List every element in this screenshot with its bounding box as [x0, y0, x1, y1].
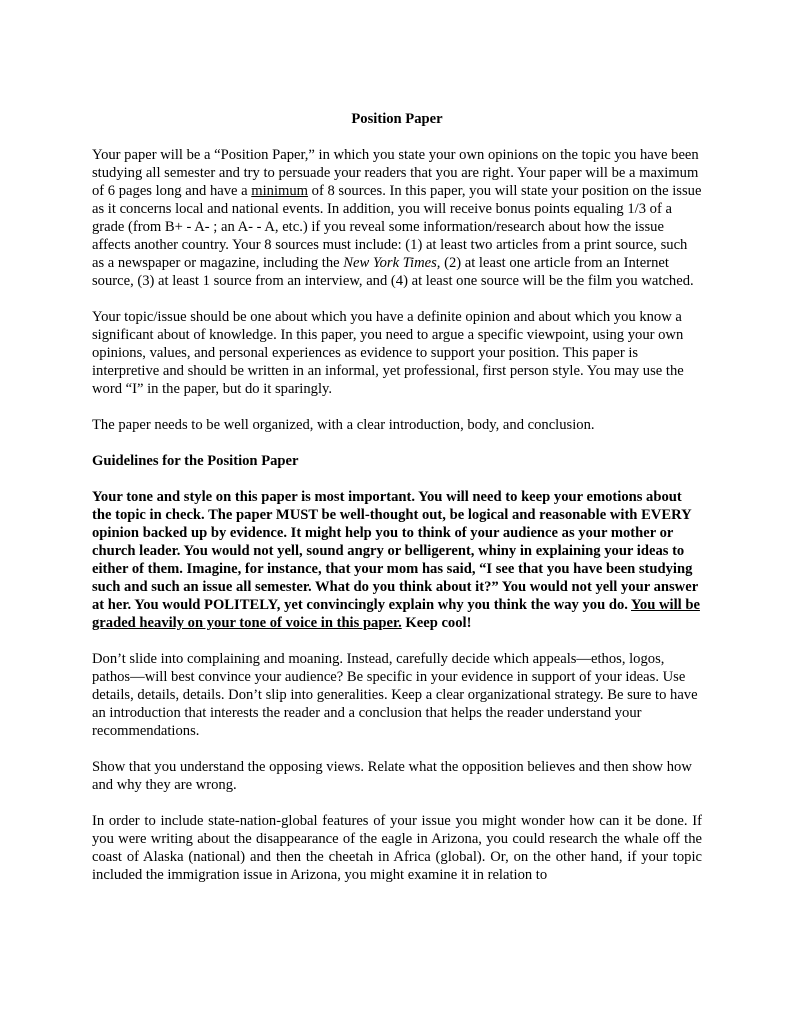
- topic-paragraph: Your topic/issue should be one about which you have a definite opinion and about which you know a significant about of knowledge. In this paper, you need to argue a specific viewpoint, using your own opinions, values, and personal experiences as evidence to support your position. This paper is interpretive and should be written in an informal, yet professional, first person style. You may use the word “I” in the paper, but do it sparingly.: [92, 309, 684, 397]
- new-york-times-italic: New York Times,: [343, 255, 441, 271]
- page-title: Position Paper: [351, 111, 443, 127]
- intro-paragraph: [92, 146, 702, 290]
- tone-text-part-1: Your tone and style on this paper is most important. You will need to keep your emotions about the topic in check. The paper MUST be well-thought out, be logical and reasonable with EVERY opinion backed up by evidence. It might help you to think of your audience as your mother or church leader. You would not yell, sound angry or belligerent, whiny in explaining your ideas to either of them. Imagine, for instance, that your mom has said, “I see that you have been studying such and such an issue all semester. What do you think about it?” You would not yell your answer at her. You would POLITELY, yet convincingly explain why you think the way you do.: [92, 489, 698, 613]
- keep-cool-text: Keep cool!: [401, 615, 472, 631]
- document-page: [92, 110, 702, 902]
- tone-paragraph: [92, 488, 702, 632]
- state-nation-global-paragraph: In order to include state-nation-global features of your issue you might wonder how can it be done. If you were writing about the disappearance of the eagle in Arizona, you could research the whale off the coast of Alaska (national) and then the cheetah in Africa (global). Or, on the other hand, if your topic included the immigration issue in Arizona, you might examine it in relation to: [92, 813, 702, 883]
- organization-paragraph: The paper needs to be well organized, with a clear introduction, body, and conclusion.: [92, 417, 595, 433]
- minimum-underlined: minimum: [251, 183, 309, 199]
- intro-text-part-2: of 8 sources. In this paper, you will state your position on the issue as it concerns local and national events. In addition, you will receive bonus points equaling 1/3 of a grade (from B+ - A- ; an A- - A, etc.) if you reveal some information/research about how the issue affects another country. Your 8 sources must include: (1) at least two articles from a print source, such as a newspaper or magazine, including the: [92, 183, 702, 271]
- guidelines-heading: Guidelines for the Position Paper: [92, 453, 299, 469]
- intro-text-part-1: Your paper will be a “Position Paper,” in which you state your own opinions on the topic you have been studying all semester and try to persuade your readers that you are right. Your paper will be a maximum of 6 pages long and have a: [92, 147, 699, 199]
- graded-heavily-underlined: You will be graded heavily on your tone of voice in this paper.: [92, 597, 700, 631]
- intro-text-part-3: (2) at least one article from an Internet source, (3) at least 1 source from an interview, and (4) at least one source will be the film you watched.: [92, 255, 694, 289]
- opposing-views-paragraph: Show that you understand the opposing views. Relate what the opposition believes and then show how and why they are wrong.: [92, 759, 692, 793]
- appeals-paragraph: Don’t slide into complaining and moaning. Instead, carefully decide which appeals—ethos, logos, pathos—will best convince your audience? Be specific in your evidence in support of your ideas. Use details, details, details. Don’t slip into generalities. Keep a clear organizational strategy. Be sure to have an introduction that interests the reader and a conclusion that helps the reader understand your recommendations.: [92, 651, 698, 739]
